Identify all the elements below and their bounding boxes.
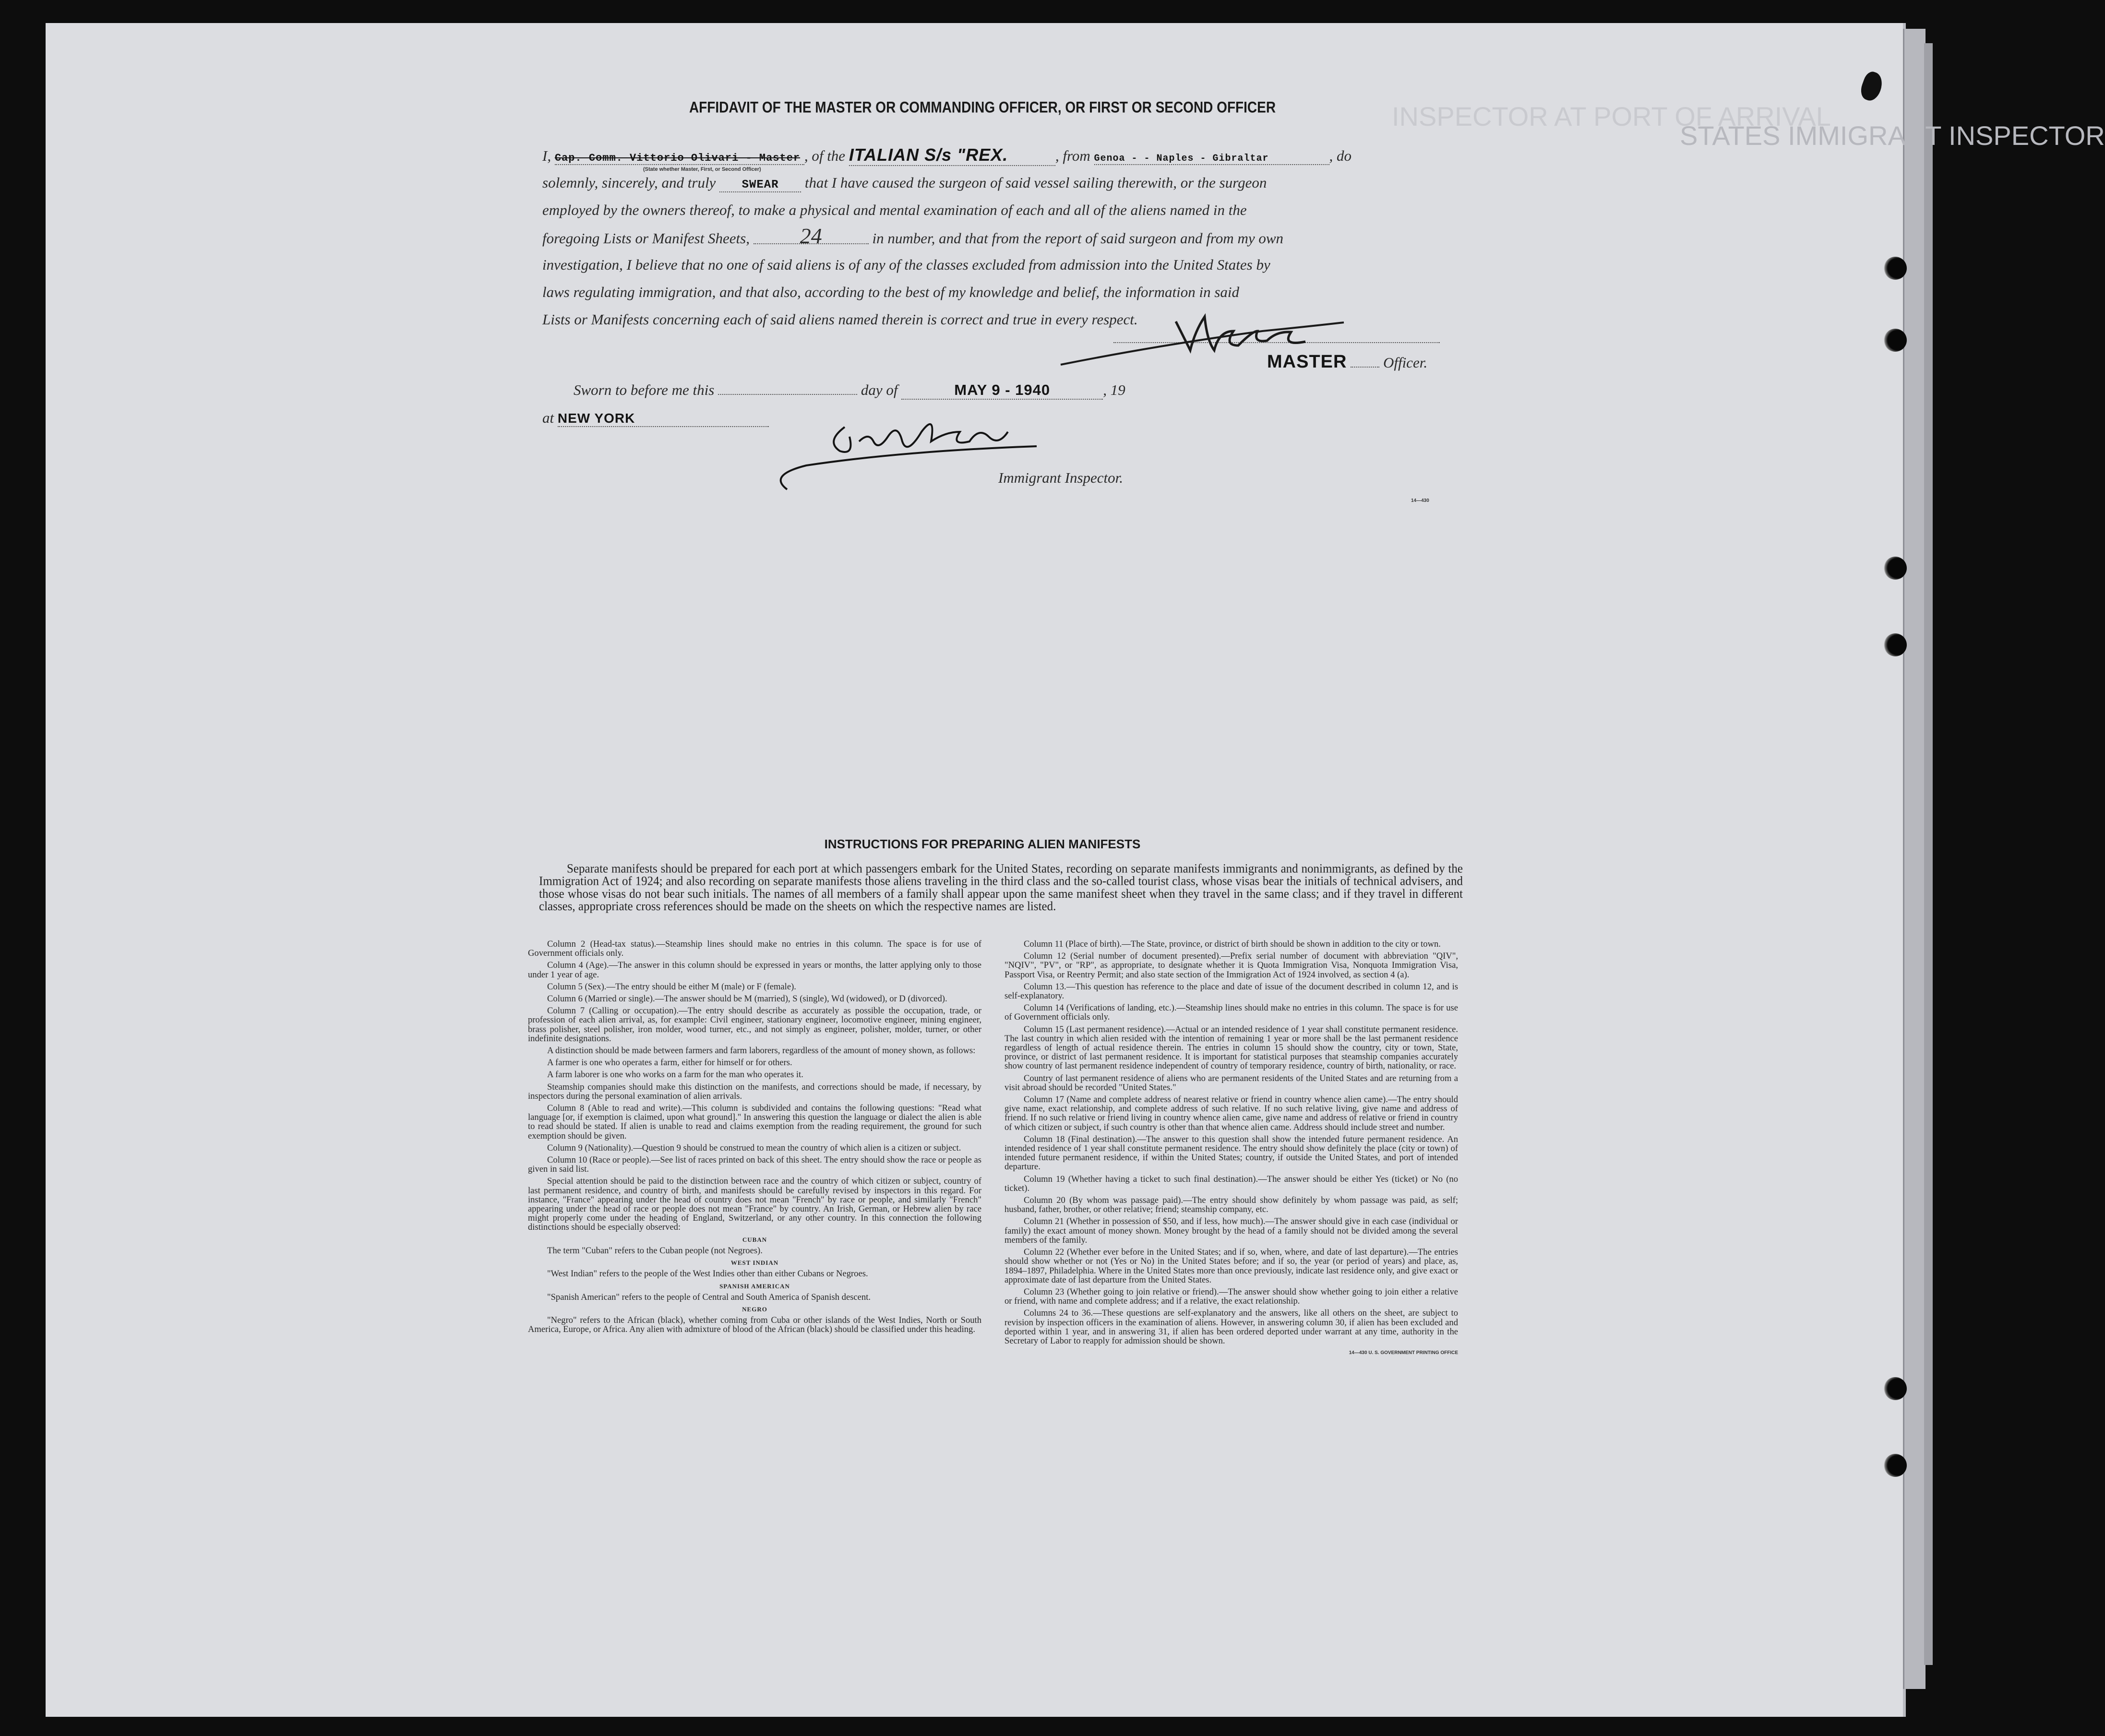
master-name-field: Cap. Comm. Vittorio Olivari - Master	[555, 152, 804, 165]
instruction-paragraph: Column 7 (Calling or occupation).—The entry should describe as accurately as possible the occupation, trade, or profession of each alien arrival, as, for example: Civil engineer, stationary engineer, locomotive engineer, mining engineer, brass polisher, steel polisher, iron molder, wood turner, etc., and not simply as engineer, polisher, molder, turner, or other indefinite designations.	[528, 1006, 981, 1044]
instruction-paragraph: Column 6 (Married or single).—The answer should be M (married), S (single), Wd (widowed), or D (divorced).	[547, 994, 947, 1004]
cuban-text: The term "Cuban" refers to the Cuban people (not Negroes).	[547, 1245, 763, 1256]
instruction-paragraph: Column 13.—This question has reference to the place and date of issue of the document described in column 12, and is self-explanatory.	[1005, 981, 1458, 1001]
instruction-paragraph: Columns 24 to 36.—These questions are self-explanatory and the answers, like all others on the sheet, are subject to revision by inspection officers in the examination of aliens. However, in answering column 30, if alien has been excluded and deported within 1 year, and in answering 31, if alien has been ordered deported under warrant at any time, authority in the Secretary of Labor to reapply for admission should be shown.	[1005, 1308, 1458, 1346]
master-label: MASTER	[1267, 352, 1347, 372]
rank-note: (State whether Master, First, or Second Officer)	[643, 166, 761, 172]
punch-hole	[1884, 633, 1907, 656]
instruction-paragraph: Column 14 (Verifications of landing, etc.).—Steamship lines should make no entries in this column. The space is for use of Government officials only.	[1005, 1003, 1458, 1023]
punch-hole	[1884, 257, 1907, 280]
sheets-count-field: 24	[753, 229, 869, 244]
at-line: at NEW YORK	[542, 409, 830, 427]
negro-heading: NEGRO	[742, 1305, 767, 1313]
affidavit-line-2: solemnly, sincerely, and truly SWEAR that I have caused the surgeon of said vessel sailing therewith, or the surgeon	[542, 174, 1267, 191]
affidavit-line-4: foregoing Lists or Manifest Sheets, 24 in number, and that from the report of said surgeon and from my own	[542, 224, 1284, 248]
vessel-field: ITALIAN S/s "REX.	[849, 145, 1055, 166]
instructions-left-column	[528, 939, 981, 1337]
instruction-paragraph: Column 21 (Whether in possession of $50, and if less, how much).—The answer should give in each case (individual or family) the exact amount of money shown. Money brought by the head of a family should not be divided among the several members of the family.	[1005, 1216, 1458, 1245]
instruction-paragraph: A distinction should be made between farmers and farm laborers, regardless of the amount of money shown, as follows:	[547, 1046, 976, 1056]
affidavit-title: AFFIDAVIT OF THE MASTER OR COMMANDING OFFICER, OR FIRST OR SECOND OFFICER	[689, 98, 1276, 116]
instruction-paragraph: Column 8 (Able to read and write).—This column is subdivided and contains the following questions: "Read what language [or, if exemption is claimed, upon what ground]." In answering this question the language or dialect the alien is able to read should be stated. If alien is unable to read and claims exemption from the reading requirement, the ground for such exemption should be given.	[528, 1103, 981, 1141]
form-number: 14—430	[1411, 498, 1429, 503]
instruction-paragraph: Column 11 (Place of birth).—The State, province, or district of birth should be shown in addition to the city or town.	[1024, 939, 1441, 949]
affidavit-line-3: employed by the owners thereof, to make a physical and mental examination of each and all of the aliens named in the	[542, 202, 1247, 218]
instruction-paragraph: Column 4 (Age).—The answer in this column should be expressed in years or months, the latter applying only to those under 1 year of age.	[528, 960, 981, 980]
instruction-paragraph: Column 23 (Whether going to join relative or friend).—The answer should show whether going to join either a relative or friend, with name and complete address; and if a relative, the exact relationship.	[1005, 1286, 1458, 1307]
instructions-title: INSTRUCTIONS FOR PREPARING ALIEN MANIFESTS	[824, 837, 1141, 851]
instruction-paragraph: Special attention should be paid to the distinction between race and the country of which citizen or subject, country of last permanent residence, and country of birth, and manifests should be carefully revised by inspectors in this regard. For instance, "France" appearing under the head of country does not mean "French" by race or people, and similarly "French" appearing under the head of race or people does not mean "France" by country. An Irish, German, or Hebrew alien by race might properly come under the heading of England, Switzerland, or any other country. In this connection the following distinctions should be especially observed:	[528, 1176, 981, 1233]
instruction-paragraph: Column 12 (Serial number of document presented).—Prefix serial number of document with abbreviation "QIV", "NQIV", "PV", or "RP", as appropriate, to designate whether it is Quota Immigration Visa, Nonquota Immigration Visa, Passport Visa, or Reentry Permit; and also state section of the Immigration Act of 1924 involved, as section 4 (a).	[1005, 951, 1458, 980]
affidavit-line-6: laws regulating immigration, and that also, according to the best of my knowledge and belief, the information in said	[542, 284, 1240, 300]
sworn-date-field: MAY 9 - 1940	[901, 381, 1103, 400]
master-line: MASTER Officer.	[1267, 352, 1428, 372]
spanish-american-heading: SPANISH AMERICAN	[719, 1282, 790, 1290]
punch-hole	[1884, 1377, 1907, 1400]
swear-field: SWEAR	[719, 178, 801, 192]
instruction-paragraph: Country of last permanent residence of aliens who are permanent residents of the United States and are returning from a visit abroad should be recorded "United States."	[1005, 1073, 1458, 1093]
instruction-paragraph: A farm laborer is one who works on a farm for the man who operates it.	[547, 1070, 803, 1080]
instructions-intro: Separate manifests should be prepared for each port at which passengers embark for the United States, recording on separate manifests immigrants and nonimmigrants, as defined by the Immigration Act of 1924; and also recording on separate manifests those aliens traveling in the third class and the so-called tourist class, whose visas bear the initials of technical advisers, and those whose visas do not bear such initials. The names of all members of a family shall appear upon the same manifest sheet when they travel in the same class; and if they travel in different classes, appropriate cross references should be made on the sheets on which the respective names are listed.	[539, 862, 1463, 914]
bleed-through-text: STATES IMMIGRANT INSPECTOR	[1680, 120, 2105, 151]
instruction-paragraph: Column 15 (Last permanent residence).—Actual or an intended residence of 1 year shall constitute permanent residence. The last country in which alien resided with the intention of remaining 1 year or more shall be the last permanent residence regardless of length of actual residence therein. The entries in column 15 should show the country, city or town, State, province, or district of last permanent residence. It is important for statistical purposes that steamship companies accurately show country of last permanent residence independent of country of temporary residence, country of birth, nationality, or race.	[1005, 1024, 1458, 1071]
instruction-paragraph: Column 20 (By whom was passage paid).—The entry should show definitely by whom passage was paid, as self; husband, father, brother, or other relative; friend; steamship company, etc.	[1005, 1195, 1458, 1215]
sheet-edge-shadow	[1924, 43, 1933, 1665]
inspector-signature	[768, 417, 1104, 504]
instruction-paragraph: Column 18 (Final destination).—The answer to this question shall show the intended future permanent residence. An intended residence of 1 year shall constitute permanent residence. The entry should show definitely the place (city or town) of intended future permanent residence, if within the United States; country, if outside the United States, and port of intended departure.	[1005, 1134, 1458, 1172]
instruction-paragraph: Column 2 (Head-tax status).—Steamship lines should make no entries in this column. The space is for use of Government officials only.	[528, 939, 981, 959]
ports-field: Genoa - - Naples - Gibraltar	[1094, 153, 1329, 165]
instruction-paragraph: Column 10 (Race or people).—See list of races printed on back of this sheet. The entry should show the race or people as given in said list.	[528, 1155, 981, 1175]
negro-text: "Negro" refers to the African (black), whether coming from Cuba or other islands of the West Indies, North or South America, Europe, or Africa. Any alien with admixture of blood of the African (black) should be classified under this heading.	[528, 1315, 981, 1335]
inspector-label: Immigrant Inspector.	[998, 469, 1124, 486]
affidavit-line-1: I, Cap. Comm. Vittorio Olivari - Master , of the ITALIAN S/s "REX. , from Genoa - - Naples - Gibraltar , do	[542, 145, 1471, 166]
west-indian-heading: WEST INDIAN	[730, 1259, 779, 1267]
instructions-right-column	[1005, 939, 1458, 1360]
sworn-line: Sworn to before me this day of MAY 9 - 1940 , 19	[574, 381, 1245, 400]
instruction-paragraph: Column 19 (Whether having a ticket to such final destination).—The answer should be either Yes (ticket) or No (no ticket).	[1005, 1174, 1458, 1193]
bleed-through-text: INSPECTOR AT PORT OF ARRIVAL	[1392, 101, 1831, 131]
affidavit-line-5: investigation, I believe that no one of said aliens is of any of the classes excluded from admission into the United States by	[542, 256, 1270, 273]
affidavit-line-7: Lists or Manifests concerning each of said aliens named therein is correct and true in every respect.	[542, 311, 1138, 328]
instruction-paragraph: A farmer is one who operates a farm, either for himself or for others.	[547, 1058, 792, 1068]
punch-hole	[1884, 329, 1907, 352]
cuban-heading: CUBAN	[742, 1236, 767, 1243]
spanish-american-text: "Spanish American" refers to the people of Central and South America of Spanish descent.	[547, 1292, 871, 1302]
place-field: NEW YORK	[558, 411, 769, 427]
sheet-edge	[1903, 29, 1926, 1689]
instruction-paragraph: Column 17 (Name and complete address of nearest relative or friend in country whence alien came).—The entry should give name, exact relationship, and complete address of such relative. If no such relative living, give name and address of friend. If no such relative or friend living in country whence alien came, give name and address of relative or friend in country of which citizen or subject, if such country is other than that whence alien came. Address should include street and number.	[1005, 1094, 1458, 1132]
printing-office-footer: 14—430 U. S. GOVERNMENT PRINTING OFFICE	[1349, 1350, 1458, 1356]
west-indian-text: "West Indian" refers to the people of the West Indies other than either Cubans or Negroes.	[547, 1269, 868, 1279]
instruction-paragraph: Column 5 (Sex).—The entry should be either M (male) or F (female).	[547, 981, 796, 992]
instruction-paragraph: Column 22 (Whether ever before in the United States; and if so, when, where, and date of last departure).—The entries should show whether or not (Yes or No) in the United States before; and if so, the year (or period of years) and place, as, 1894–1897, Philadelphia. Where in the United States more than once previously, indicate last residence only, and give exact or approximate date of last departure from the United States.	[1005, 1247, 1458, 1285]
punch-hole	[1884, 557, 1907, 580]
instruction-paragraph: Column 9 (Nationality).—Question 9 should be construed to mean the country of which alien is a citizen or subject.	[547, 1142, 961, 1153]
instruction-paragraph: Steamship companies should make this distinction on the manifests, and corrections should be made, if necessary, by inspectors during the personal examination of alien arrivals.	[528, 1082, 981, 1101]
punch-hole	[1884, 1454, 1907, 1477]
